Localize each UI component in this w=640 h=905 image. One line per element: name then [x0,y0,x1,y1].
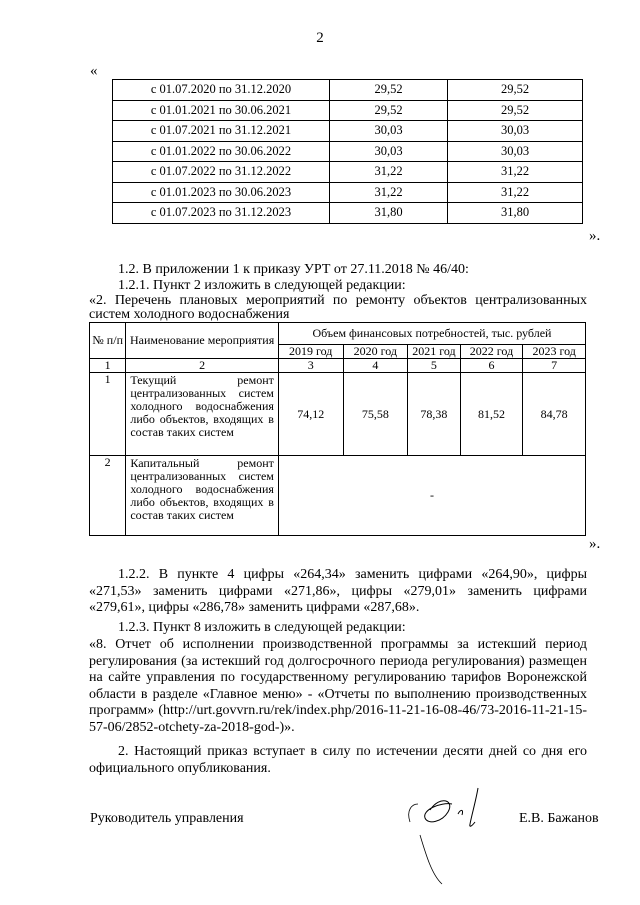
tariff-value-2-cell: 30,03 [448,141,583,162]
value-2023: 84,78 [523,373,586,456]
paragraph-1-2-3: 1.2.3. Пункт 8 изложить в следующей редакции: [118,620,406,635]
paragraph-1-2: 1.2. В приложении 1 к приказу УРТ от 27.11.2018 № 46/40: [118,262,469,277]
tariff-table [112,79,583,224]
tariff-period-cell: с 01.07.2021 по 31.12.2021 [113,121,330,142]
header-year: 2021 год [408,345,461,359]
paragraph-1-2-1: 1.2.1. Пункт 2 изложить в следующей редакции: [118,278,406,293]
closing-quote: ». [589,536,601,552]
tariff-period-cell: с 01.07.2022 по 31.12.2022 [113,162,330,183]
tariff-value-1-cell: 29,52 [330,100,448,121]
opening-quote: « [90,63,98,79]
tariff-value-2-cell: 31,22 [448,162,583,183]
measure-name: Капитальный ремонт централизованных систем холодного водоснабжения либо объектов, входящих в состав таких систем [126,456,279,536]
signature-image [400,780,510,890]
row-number: 1 [90,373,126,456]
merged-value: - [278,456,585,536]
tariff-period-cell: с 01.01.2021 по 30.06.2021 [113,100,330,121]
signatory-name: Е.В. Бажанов [519,811,599,826]
header-year: 2019 год [278,345,343,359]
header-year: 2022 год [460,345,523,359]
header-financial-volume: Объем финансовых потребностей, тыс. рублей [278,323,585,345]
tariff-period-cell: с 01.01.2023 по 30.06.2023 [113,182,330,203]
paragraph-list-title: «2. Перечень плановых мероприятий по ремонту объектов централизованных систем холодного водоснабжения [89,293,587,322]
measures-table [89,322,586,536]
column-number: 7 [523,359,586,373]
table-row [113,182,583,203]
header-year: 2020 год [343,345,408,359]
tariff-value-1-cell: 31,22 [330,182,448,203]
signatory-position: Руководитель управления [90,811,244,826]
tariff-value-1-cell: 30,03 [330,141,448,162]
page-number: 2 [316,30,324,46]
column-number: 3 [278,359,343,373]
measure-name: Текущий ремонт централизованных систем холодного водоснабжения либо объектов, входящих в состав таких систем [126,373,279,456]
closing-quote: ». [589,228,601,244]
tariff-value-2-cell: 31,80 [448,203,583,224]
column-number: 2 [126,359,279,373]
column-number: 6 [460,359,523,373]
column-number: 4 [343,359,408,373]
tariff-value-1-cell: 29,52 [330,80,448,101]
paragraph-2: 2. Настоящий приказ вступает в силу по истечении десяти дней со дня его официального опубликования. [89,744,587,776]
tariff-value-1-cell: 30,03 [330,121,448,142]
tariff-period-cell: с 01.07.2020 по 31.12.2020 [113,80,330,101]
tariff-value-2-cell: 29,52 [448,100,583,121]
value-2020: 75,58 [343,373,408,456]
row-number: 2 [90,456,126,536]
value-2022: 81,52 [460,373,523,456]
value-2019: 74,12 [278,373,343,456]
tariff-value-2-cell: 31,22 [448,182,583,203]
table-row [113,203,583,224]
header-measure-name: Наименование мероприятия [126,323,279,359]
table-row [113,141,583,162]
table-row [113,162,583,183]
tariff-value-2-cell: 30,03 [448,121,583,142]
table-row [113,80,583,101]
paragraph-8: «8. Отчет об исполнении производственной программы за истекший период регулирования (за истекший год долгосрочного периода регулирования) размещен на сайте управления по государственному регулированию тарифов Воронежской области в разделе «Главное меню» - «Отчеты по выполнению производственных программ» (http://urt.govvrn.ru/rek/index.php/2016-11-21-16-08-46/73-2016-11-21-15-57-06/2852-otchety-za-2018-god-)». [89,637,587,735]
column-number: 1 [90,359,126,373]
table-row [113,121,583,142]
tariff-value-1-cell: 31,80 [330,203,448,224]
table-row [113,100,583,121]
paragraph-1-2-2: 1.2.2. В пункте 4 цифры «264,34» заменить цифрами «264,90», цифры «271,53» заменить цифрами «271,86», цифры «279,01» заменить цифрами «279,61», цифры «286,78» заменить цифрами «287,68». [89,567,587,615]
header-year: 2023 год [523,345,586,359]
tariff-period-cell: с 01.01.2022 по 30.06.2022 [113,141,330,162]
table-row [90,373,586,456]
column-number: 5 [408,359,461,373]
table-row [90,456,586,536]
tariff-period-cell: с 01.07.2023 по 31.12.2023 [113,203,330,224]
tariff-value-1-cell: 31,22 [330,162,448,183]
tariff-value-2-cell: 29,52 [448,80,583,101]
value-2021: 78,38 [408,373,461,456]
header-number: № п/п [90,323,126,359]
